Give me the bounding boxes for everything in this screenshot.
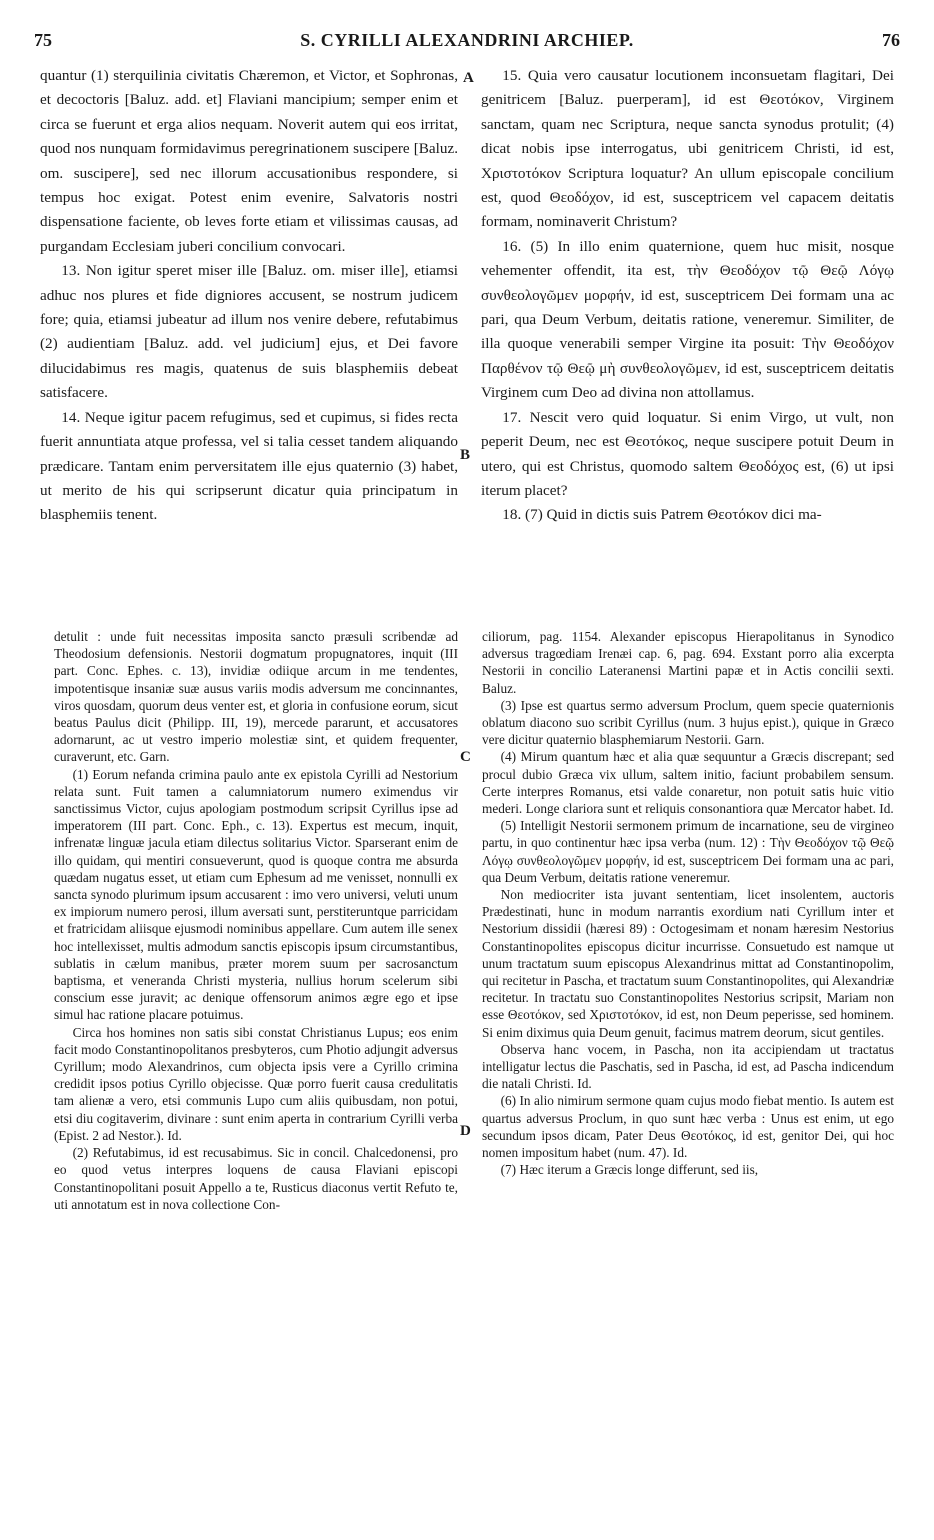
- section-marker-b: B: [460, 447, 471, 463]
- note-paragraph: (1) Eorum nefanda crimina paulo ante ex epistola Cyrilli ad Nestorium relata sunt. Fuit tamen a calumniatorum numero eximendus vir sanctissimus Victor, cujus apologiam postmodum scripsit Cyrillus ipse ad imperatorem (III part. Conc. Eph., c. 13). Expertus est mecum, inquit, infrenatæ linguæ jacula etiam dilectus solitarius Victor. Sparserant enim de illo quidam, qui mentiri consueverunt, quod is quoque contra me absurda quædam nugatus esset, ut etiam cum Ephesum ad me venisset, nonnulli ex sancta synodo plurimum ipsum accusarent : imo vero universi, veluti unum ex impiorum numero perosi, illum aversati sunt, perstiteruntque parricidam et fratricidam aliisque ejusmodi nominibus appellare. Cum autem ille senex hoc intellexisset, multis admodum sanctis episcopis ipsum circumstantibus, sublatis in cælum manibus, præter morem suum per sacrosanctum baptisma, et veneranda Christi mysteria, nullius horum scelerum sibi conscium esse juravit; ac denique offensorum animos ægre ego et ipse simul hac ratione placare potuimus.: [54, 766, 458, 1023]
- note-paragraph: (2) Refutabimus, id est recusabimus. Sic in concil. Chalcedonensi, pro eo quod vetus interpres loquens de causa Flaviani episcopi Constantinopolitani posuit Appello a te, Rusticus diaconus vertit Refuto te, uti annotatum est in nova collectione Con-: [54, 1145, 458, 1212]
- section-marker-c: C: [460, 749, 471, 765]
- main-paragraph: 16. (5) In illo enim quaternione, quem huc misit, nosque vehementer offendit, ita est, τὴν Θεοδόχον τῷ Θεῷ Λόγῳ συνθεολογῶμεν μορφήν, id est, susceptricem Dei formam una ac pari, qua Deum Verbum, deitatis ratione, veneremur. Similiter, de illa quoque venerabili semper Virgine ita posuit: Τὴν Θεοδόχον Παρθένον τῷ Θεῷ μὴ συνθεολογῶμεν, id est, susceptricem deitatis Virginem cum Deo ad divina non attollamus.: [481, 237, 894, 402]
- running-header: [34, 30, 900, 60]
- running-title: S. CYRILLI ALEXANDRINI ARCHIEP.: [300, 30, 634, 50]
- note-paragraph: (5) Intelligit Nestorii sermonem primum de incarnatione, seu de virgineo partu, in quo continentur hæc ipsa verba (num. 12) : Τὴν Θεοδόχον τῷ Θεῷ Λόγῳ συνθεολογῶμεν μορφήν, id est, susceptricem Dei formam una ac pari, qua Deum Verbum, deitatis ratione veneremur.: [482, 818, 894, 885]
- note-paragraph: (4) Mirum quantum hæc et alia quæ sequuntur a Græcis discrepant; sed procul dubio Græca vix ullum, saltem initio, faciunt probabilem sensum. Certe interpres Romanus, etsi valde conaretur, non potuit satis huic vitio mederi. Longe clariora sunt et reliquis consonantiora quæ Mercator habet. Id.: [482, 749, 894, 817]
- main-paragraph: 15. Quia vero causatur locutionem inconsuetam flagitari, Dei genitricem [Baluz. puerperam], id est Θεοτόκον, Virginem sanctam, quam nec Scriptura, neque sancta synodus protulit; (4) dicat nobis ipse interrogatus, ubi genitricem Christi, id est, Χριστοτόκον Scriptura loquatur? An ullum episcopale concilium est, quod Θεοδόχον, id est, susceptricem vel capacem deitatis formam, nominaverit Christum?: [481, 67, 894, 231]
- main-paragraph: quantur (1) sterquilinia civitatis Chæremon, et Victor, et Sophronas, et decoctoris [Baluz. add. et] Flaviani mancipium; semper enim et circa se fuerunt et erga alios nequam. Noverit autem qui eos irritat, quod nos nunquam formidavimus peregrinationem suscipere [Baluz. om. suscipere], sed nec illorum accusationibus respondere, si tempus hoc exigat. Potest enim evenire, Salvatoris nostri dispensatione faciente, ob leves forte etiam et vilissimas causas, ad purgandam Ecclesiam juberi concilium convocari.: [40, 67, 458, 255]
- main-paragraph: 18. (7) Quid in dictis suis Patrem Θεοτόκον dici ma-: [502, 506, 822, 524]
- main-text-right-column: [481, 64, 894, 624]
- notes-right-column: [482, 628, 894, 1518]
- note-paragraph: ciliorum, pag. 1154. Alexander episcopus Hierapolitanus in Synodico adversus tragœdiam Irenæi cap. 6, pag. 694. Exstant porro alia excerpta Nestorii in concilio Lateranensi Martini papæ et in Actis concilii sexti. Baluz.: [482, 629, 894, 696]
- note-paragraph: (3) Ipse est quartus sermo adversum Proclum, quem specie quaternionis oblatum diacono suo scribit Cyrillus (num. 3 hujus epist.), quique in Græco vere dicitur quaternio blasphemiarum Nestorii. Garn.: [482, 697, 894, 748]
- note-paragraph: (6) In alio nimirum sermone quam cujus modo fiebat mentio. Is autem est quartus adversus Proclum, in quo sunt hæc verba : Unus est enim, ut ego secundum ipsos dicam, Pater Deus Θεοτόκος, id est, genitor Dei, qui hoc nomen impositum habet (num. 47). Id.: [482, 1093, 894, 1161]
- notes-left-column: [54, 628, 458, 1518]
- note-paragraph: Non mediocriter ista juvant sententiam, licet insolentem, auctoris Prædestinati, hunc in modum narrantis exordium nati Cyrillum inter et Nestorium dissidii (hæresi 89) : Octogesimam et nonam hæresim Nestorius Constantinopolites episcopus dicitur incurrisse. Consuetudo est namque ut unum tractatum suum episcopus Alexandrinus mittat ad Constantinopolim, qui recitetur in Pascha, et tractatum suum Constantinopolites, qui Alexandriæ recitetur. In tractatu suo Constantinopolites Nestorius scripsit, Mariam non esse Θεοτόκον, sed Χριστοτόκον, id est, non Deum peperisse, sed hominem. Si enim diximus quia Deum genuit, facimus matrem deorum, sicut gentiles.: [482, 887, 894, 1040]
- note-paragraph: detulit : unde fuit necessitas imposita sancto præsuli scribendæ ad Theodosium defensionis. Nestorii dogmatum propugnatores, inquit (III part. Conc. Ephes. c. 13), invidiæ odiique arcum in me tendentes, impotentisque insaniæ suæ ausus variis modis adversum me concinnantes, viros quosdam, quorum deus venter est, et gloria in confusione eorum, sicut beatus Paulus dicit (Philipp. III, 19), mercede pararunt, et accusatores adornarunt, ac ut vestro imperio molestiæ sint, et quidem frequenter, curaverunt, etc. Garn.: [54, 629, 458, 765]
- main-text-left-column: [40, 64, 458, 624]
- note-paragraph: Observa hanc vocem, in Pascha, non ita accipiendam ut tractatus intelligatur lectus die Paschatis, sed in Pascha, id est, ad Pascha indicendum die natali Christi. Id.: [482, 1041, 894, 1092]
- main-paragraph: 14. Neque igitur pacem refugimus, sed et cupimus, si fides recta fuerit annuntiata atque professa, vel si talia cesset tandem aliquando prædicare. Tantam enim perversitatem ille ejus quaternio (3) habet, ut merito de his qui scripserunt dicatur quia principatum in blasphemiis tenent.: [40, 408, 458, 524]
- section-marker-d: D: [460, 1123, 471, 1139]
- main-paragraph: 17. Nescit vero quid loquatur. Si enim Virgo, ut vult, non peperit Deum, nec est Θεοτόκος, neque suscipere potuit Deum in utero, qui est Christus, quomodo saltem Θεοδόχος est, (6) ut ipsi iterum placet?: [481, 408, 894, 499]
- right-page-number: 76: [882, 30, 900, 50]
- section-marker-a: A: [463, 70, 474, 86]
- note-paragraph: Circa hos homines non satis sibi constat Christianus Lupus; eos enim facit modo Constantinopolitanos presbyteros, cum Photio adjungit adversus Cyrillum; modo Alexandrinos, cum objecta ipsis vere a Cyrillo crimina credidit ipsos potius Cyrillo objecisse. Quæ porro fuerit causa credulitatis tam alienæ a vero, etsi communis Lupo cum aliis quibusdam, non potui, etsi diu cogitaverim, divinare : sunt enim aperta in contrarium Cyrilli verba (Epist. 2 ad Nestor.). Id.: [54, 1024, 458, 1143]
- left-page-number: 75: [34, 30, 52, 50]
- main-paragraph: 13. Non igitur speret miser ille [Baluz. om. miser ille], etiamsi adhuc nos plures et fide digniores accusent, se nostrum judicem fore; quia, etiamsi jubeatur ad illum nos venire debere, refutabimus (2) audientiam [Baluz. add. vel judicium] ejus, et Dei favore dilucidabimus res magis, quatenus de suis blasphemiis debeat satisfacere.: [40, 262, 458, 402]
- note-paragraph: (7) Hæc iterum a Græcis longe differunt, sed iis,: [500, 1162, 759, 1178]
